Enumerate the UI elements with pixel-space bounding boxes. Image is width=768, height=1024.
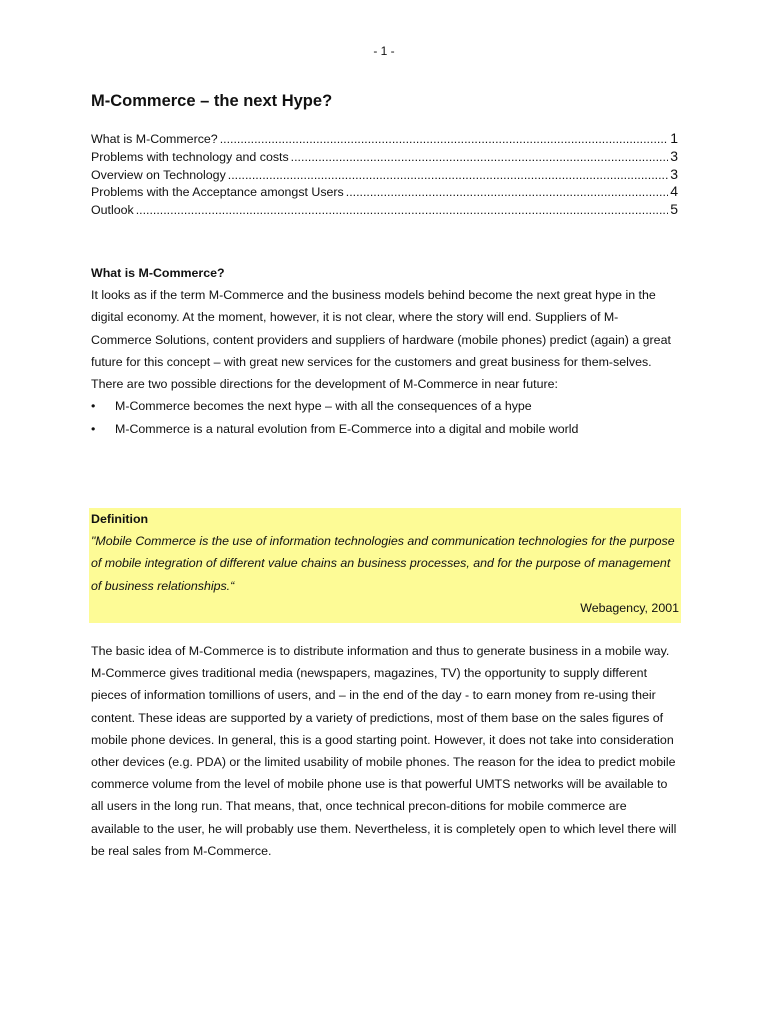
toc-entry-page: 3 — [670, 147, 678, 164]
toc-entry-label: Problems with technology and costs — [91, 149, 289, 164]
toc-entry[interactable] — [91, 166, 678, 184]
bullet-icon: • — [91, 399, 96, 414]
directions-paragraph: There are two possible directions for the development of M-Commerce in near future: — [91, 377, 558, 392]
toc-entry-page: 5 — [670, 201, 678, 218]
toc-entry-label: Outlook — [91, 203, 134, 218]
directions-list — [91, 395, 678, 441]
definition-box — [89, 508, 681, 623]
list-item — [91, 395, 678, 418]
toc-entry[interactable] — [91, 183, 678, 201]
toc-entry-page: 4 — [670, 183, 678, 200]
toc-leader-dots — [291, 150, 669, 164]
list-item-text: M-Commerce is a natural evolution from E-Commerce into a digital and mobile world — [115, 422, 579, 437]
definition-source: Webagency, 2001 — [580, 600, 679, 615]
toc-leader-dots — [220, 132, 669, 146]
toc-leader-dots — [136, 203, 669, 217]
section-heading: What is M-Commerce? — [91, 266, 225, 280]
toc-entry-page: 3 — [670, 165, 678, 182]
document-title: M-Commerce – the next Hype? — [91, 92, 333, 110]
toc-leader-dots — [228, 168, 668, 182]
definition-heading: Definition — [91, 512, 149, 526]
list-item — [91, 418, 678, 441]
bullet-icon: • — [91, 422, 96, 437]
section-what-is-mcommerce — [91, 262, 678, 441]
toc-entry-page: 1 — [670, 130, 678, 146]
intro-paragraph: It looks as if the term M-Commerce and the business models behind become the next great hype in the digital economy. At the moment, however, it is not clear, where the story will end. Suppliers of M-Commerce Solutions, content providers and suppliers of hardware (mobile phones) predict (again) a great future for this concept – with great new services for the customers and great business for them-selves. — [91, 288, 671, 369]
toc-entry[interactable] — [91, 148, 678, 166]
toc-entry[interactable] — [91, 130, 678, 148]
page-number: - 1 - — [373, 44, 395, 58]
table-of-contents — [91, 130, 678, 219]
toc-entry[interactable] — [91, 201, 678, 219]
toc-leader-dots — [346, 185, 668, 199]
list-item-text: M-Commerce becomes the next hype – with all the consequences of a hype — [115, 399, 532, 414]
definition-quote: "Mobile Commerce is the use of information technologies and communication technologies for the purpose of mobile integration of different value chains an business processes, and for the purpose of management of business relationships.“ — [91, 534, 675, 593]
toc-entry-label: Overview on Technology — [91, 167, 226, 182]
toc-entry-label: Problems with the Acceptance amongst Users — [91, 185, 344, 200]
toc-entry-label: What is M-Commerce? — [91, 132, 218, 146]
body-paragraph: The basic idea of M-Commerce is to distribute information and thus to generate business in a mobile way. M-Commerce gives traditional media (newspapers, magazines, TV) the opportunity to supply different pieces of information tomillions of users, and – in the end of the day - to earn money from re-using their content. These ideas are supported by a variety of predictions, most of them base on the sales figures of mobile phone devices. In general, this is a good starting point. However, it does not take into consideration other devices (e.g. PDA) or the limited usability of mobile phones. The reason for the idea to predict mobile commerce volume from the level of mobile phone use is that powerful UMTS networks will be available to all users in the long run. That means, that, once technical precon-ditions for mobile commerce are available to the user, he will probably use them. Nevertheless, it is completely open to which level there will be real sales from M-Commerce. — [91, 644, 677, 858]
